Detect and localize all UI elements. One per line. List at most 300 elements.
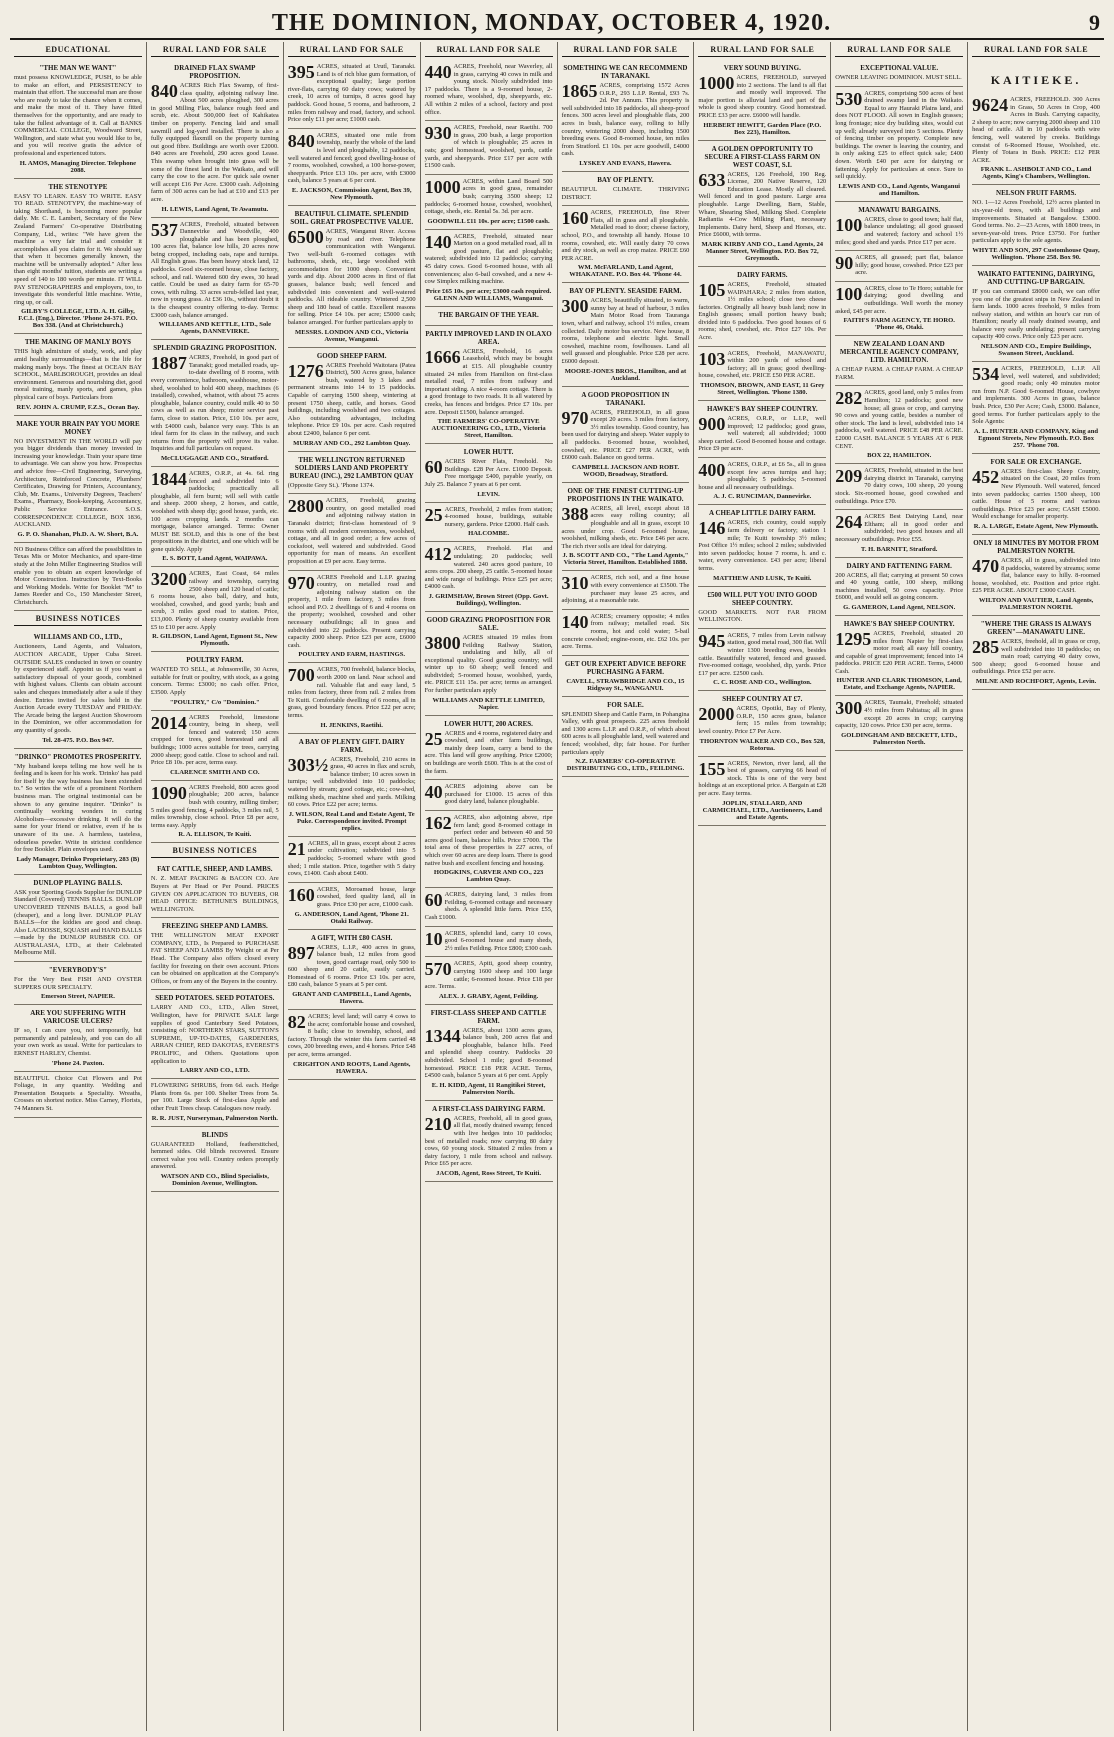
ad-signature: J. WILSON, Real Land and Estate Agent, Te Puke. Correspondence invited. Prompt replies.	[288, 810, 415, 832]
ad-body: 3800 ACRES situated 19 miles from Feilding Railway Station, undulating and hilly, all of exceptional quality. Good grazing country; will winter up to 60 sheep; well fenced and subdivided; 5-roomed house, woolshed, yards, etc. PRICE £11 15s. per acre; terms as arranged. For further particulars apply	[424, 632, 553, 695]
acreage-figure: 146	[698, 518, 726, 539]
classified-ad	[288, 494, 416, 570]
ad-body: For the Very Best FISH AND OYSTER SUPPERS OUR SPECIALTY.	[14, 976, 142, 991]
acreage-figure: 2014	[150, 712, 187, 733]
ad-heading: BLINDS	[201, 1130, 228, 1139]
ad-body: BEAUTIFUL CLIMATE. THRIVING DISTRICT.	[561, 185, 690, 201]
classified-ad	[425, 716, 553, 781]
classified-ad	[14, 749, 142, 875]
classified-ad	[425, 1005, 553, 1101]
acreage-figure: 1666	[424, 346, 461, 367]
classified-ad	[425, 811, 553, 888]
ad-body: 303½ ACRES, Freehold, 210 acres in grass, 40 acres in flax and scrub, balance timber; 10 acres sown in turnips; well subdivided into 10 paddocks; watered by stream; good cottage, etc.; cow-shed, milking sheds, machine shed and yards. Milking 60 cows. Price £22 per acre; terms.	[287, 754, 416, 809]
classified-ad	[288, 1010, 416, 1080]
acreage-figure: 412	[424, 544, 452, 565]
ad-heading: HAWKE'S BAY SHEEP COUNTRY.	[707, 405, 818, 414]
classified-ad	[14, 334, 142, 415]
ad-body: 160 ACRES, FREEHOLD, fine River Flats, all in grass and all ploughable. Metalled road to door; cheese factory, school, P.O., and township all handy. House 10 rooms, cowshed, etc. Will easily dairy 70 cows and dry stock, as well as crop maize. PRICE £60 PER ACRE.	[561, 208, 690, 262]
acreage-figure: 210	[424, 1113, 452, 1134]
ad-body: 1344 ACRES, about 1300 acres grass, balance bush, 200 acres flat and ploughable, balance hills. Feed and splendid sheep country. Paddocks 20 subdivided. School 1 mile; good 8-roomed homestead. PRICE £18 PER ACRE. Terms, £4500 cash, balance 5 years at 6 per cent. Apply	[424, 1025, 553, 1080]
classified-ad	[835, 336, 963, 386]
ad-body: 530 ACRES, comprising 500 acres of best drained swamp land in the Waikato. Equal to any Hauraki Plains land, and does NOT FLOOD. All sown in English grasses; long frontage; nice dry building sites, would cut up well; already surveyed into 5 sections. Plenty of fencing timber on property. Complete new buildings. The owner is leaving the country, and is only asking £25 to effect quick sale; £400 down. Worth £40 per acre for dairying or fattening. Apply for particulars at once. Sure to sell quickly.	[835, 88, 964, 181]
ad-body: 60 ACRES River Flats, Freehold. No Buildings. £28 Per Acre. £1000 Deposit. Free mortgage £400, payable yearly, on July 25. Balance 7 years at 6 per cent.	[424, 457, 553, 488]
classified-ad	[562, 60, 690, 172]
classified-ad	[425, 307, 553, 326]
ad-body: WANTED TO SELL, at Johnsonville, 30 Acres, suitable for fruit or poultry, with stock, as a going concern. Terms: £3000; no cash offer. Price, £3500. Apply	[150, 666, 279, 696]
acreage-figure: 140	[424, 231, 452, 252]
ad-heading: GOOD GRAZING PROPOSITION FOR SALE.	[426, 615, 551, 632]
ad-body: 1000 ACRES, FREEHOLD, surveyed into 2 sections. The land is all flat and mostly well improved. The major portion is alluvial land and part of the whole is good sheep country. Good homestead. PRICE £33 per acre. £6000 will handle.	[698, 73, 827, 119]
ad-body: 2800 ACRES, Freehold, grazing country, on good metalled road and adjoining railway station in Taranaki district; first-class homestead of 9 rooms with all modern conveniences, woolshed, cottage, and all in good order; a few acres of cocksfoot, well watered and subdivided. Good opportunity for man of means. An excellent proposition at £9 per acre. Easy terms.	[287, 496, 416, 565]
acreage-figure: 90	[835, 253, 854, 274]
ad-heading: DUNLOP PLAYING BALLS.	[33, 878, 123, 887]
classified-ad	[972, 616, 1100, 690]
ad-body: 1887 ACRES, Freehold, in good part of Taranaki; good metalled roads, up-to-date dwelling of 8 rooms, with every convenience, bathroom, washhouse, motor-shed, woolshed to hold 400 sheep, machines (6 installed), cowshed, whatnot, with about 75 acres ploughable, balance country, could milk 40 to 50 cows as well as run sheep; motor service past farm, close to station. Price, £10 10s. per acre, with £4000 cash, balance very easy. This is an ideal farm for its class in the railway, and such returns from the property will prove its value. Inquiries and full particulars on request.	[150, 353, 279, 453]
ad-signature: H. AMOS, Managing Director. Telephone 2088.	[19, 159, 137, 174]
classified-ad	[562, 172, 690, 206]
ad-body: THIS high admixture of study, work, and play amid healthy surroundings—that is the life for making manly boys. The finest at OCEAN BAY SCHOOL, MARLBOROUGH, provides an ideal environment. Generous and nourishing diet, good moral training, manly sports, and games, plus physical care of boys. Particulars from	[14, 348, 142, 401]
acreage-figure: 282	[835, 388, 863, 409]
acreage-figure: 60	[424, 890, 443, 911]
ad-body: 25 ACRES, Freehold, 2 miles from station; 4-roomed house, buildings, suitable nursery, gardens. Price £2000. Half cash.	[424, 504, 553, 528]
ad-body: BEAUTIFUL Choice Cut Flowers and Pot Foliage, in any quantity. Wedding and Presentation Bouquets a Speciality. Wreaths, Crosses on shortest notice. Miss Carney, Florists, 74 Manners St.	[14, 1074, 142, 1112]
column-heading: RURAL LAND FOR SALE	[151, 42, 279, 57]
ad-body: GUARANTEED Holland, featherstitched, hemmed sides. Old blinds recovered. Ensure correct value you will. Country orders promptly answered.	[150, 1140, 279, 1171]
newspaper-column	[831, 42, 968, 1731]
ad-signature: MATTHEW AND LUSK, Te Kuiti.	[713, 574, 812, 582]
classified-ad	[425, 230, 553, 307]
classified-ad	[425, 503, 553, 543]
classified-ad	[151, 652, 279, 710]
classified-ad	[151, 467, 279, 568]
ad-heading: A GOLDEN OPPORTUNITY TO SECURE A FIRST-CLASS FARM ON WEST COAST, S.I.	[704, 144, 821, 169]
ad-body: 103 ACRES, Freehold, MANAWATU, within 200 yards of school and factory; all in grass; good dwelling-house, cowshed, etc. PRICE £50 PER ACRE.	[698, 348, 827, 380]
ad-signature: 'Phone 24. Paxton.	[51, 1059, 105, 1067]
ad-feature-title: KAITIEKE.	[990, 73, 1082, 87]
ad-signature: CLARENCE SMITH AND CO.	[170, 768, 260, 776]
ad-body: NO INVESTMENT IN THE WORLD will pay you bigger dividends than money invested in increasing your knowledge. Train your spare time to advantage. We can show you how. Prospectus and advice free—Civil Engineering, Surveying, Architecture, Reinforced Concrete, Plumbers' Certificates, Drawing for Printers, Accountancy, Club, Mr. Exams., University Degrees, Teachers' Exams., Pharmacy, Book-keeping, Accountancy, Public Service Entrance. S.O.S. CORRESPONDENCE COLLEGE, BOX 1836, AUCKLAND.	[14, 437, 142, 529]
ad-heading: THE WELLINGTON RETURNED SOLDIERS LAND AND PROPERTY BUREAU (INC.), 292 LAMBTON QUAY	[289, 455, 414, 480]
ad-body: 1000 ACRES, within Land Board 500 acres in good grass, remainder bush; carrying 3500 sheep; 12 paddocks; 6-roomed house, cowshed, woolshed, cottage, sheds, etc. Rental 5s. 3d. per acre.	[424, 176, 553, 216]
ad-body: 633 ACRES, 126 Freehold, 190 Reg. License, 200 Native Reserve, 120 Education Lease. Mostly all cleared. Well fenced and in good pasture. Large area ploughable. Large Dwelling, Barn, Stable, Whare, Shearing Shed, Milking Shed. Complete Radiantia 4-Cow Milking Plant, necessary Implements. Dairy herd, Sheep and Horses, etc. Price £6000, with terms.	[698, 169, 827, 239]
newspaper-column	[968, 42, 1104, 1731]
acreage-figure: 700	[287, 665, 315, 686]
acreage-figure: 10	[424, 928, 443, 949]
ad-signature: WATSON AND CO., Blind Specialists, Dominion Avenue, Wellington.	[160, 1172, 269, 1187]
ad-body: 1090 ACRES Freehold, 800 acres good ploughable; 200 acres, balance bush with country, milling timber; 5 miles good fencing, 4 paddocks, 3 miles rail, 5 miles township, close school. Price £8 per acre, terms easy. Apply	[150, 782, 279, 829]
ad-heading: "WHERE THE GRASS IS ALWAYS GREEN"—MANAWATU LINE.	[980, 619, 1092, 636]
ad-signature: NELSON AND CO., Empire Buildings, Swanson Street, Auckland.	[980, 343, 1092, 358]
ad-body: 100 ACRES, close to good town; half flat, balance undulating; all good grassed and watered; factory and school 1½ miles; good shed and yards. Price £17 per acre.	[835, 214, 964, 246]
classified-ad	[972, 362, 1100, 454]
ad-body: IF so, I can cure you, not temporarily, but permanently and painlessly, and you can do all your own work as usual. Write for particulars to ERNEST HARLEY, Chemist.	[14, 1027, 142, 1058]
ad-signature: E. JACKSON, Commission Agent, Box 39, New Plymouth.	[291, 186, 412, 201]
ad-body: 1844 ACRES, O.R.P., at 4s. 6d. ring fenced and subdivided into 6 paddocks; practically all ploughable, all fern burnt; will sell with cattle and sheep. 2000 sheep, 2 horses, and cattle, woolshed with sheep dip; good house, yards, etc. 100 acres cropping lands. 2 months can mortgage, balance arranged. Terms: Owner MUST BE SOLD, and this is one of the best propositions in the district, and one which will be gone quickly. Apply	[150, 468, 279, 553]
classified-ad	[425, 888, 553, 926]
ad-signature: R. R. JUST, Nurseryman, Palmerston North.	[151, 1114, 278, 1122]
newspaper-column	[147, 42, 284, 1731]
classified-ad	[151, 918, 279, 990]
classified-ad	[562, 610, 690, 656]
ad-body: 970 ACRES, FREEHOLD, in all grass except 20 acres. 3 miles from factory, 3½ miles township. Good country, has been used for dairying and sheep. Water supply to all paddocks. 8-roomed house, woolshed, cowshed, etc. PRICE £27 PER ACRE, with £6000 cash. Balance on good terms.	[561, 407, 690, 462]
ad-signature: GOLDINGHAM AND BECKETT, LTD., Palmerston North.	[841, 731, 958, 746]
column-subheading: BUSINESS NOTICES	[151, 843, 279, 858]
ad-signature: Tel. 28-475. P.O. Box 947.	[42, 736, 114, 744]
classified-ad	[835, 87, 963, 202]
ad-heading: DAIRY AND FATTENING FARM.	[846, 561, 952, 570]
acreage-figure: 300	[561, 296, 589, 317]
ad-heading: THE BARGAIN OF THE YEAR.	[438, 310, 539, 319]
ad-heading: THE STENOTYPE	[48, 182, 108, 191]
acreage-figure: 530	[835, 88, 863, 109]
acreage-figure: 2800	[287, 496, 324, 517]
acreage-figure: 21	[287, 838, 306, 859]
acreage-figure: 1344	[424, 1025, 461, 1046]
ad-body: 6500 ACRES, Wanganui River. Access by road and river. Telephone communication with Wanganui. Two well-built 6-roomed cottages with bathrooms, sheds, etc., large woolshed with accommodation for 1000 sheep. Convenient yards and dip. About 2000 acres in first of flat grasses, balance bush; well fenced and subdivided into convenient and well-watered paddocks. All rideable country. Wintered 2,500 sheep and 180 head of cattle. Excellent reasons for selling. Price £4 10s. per acre; £5000 cash; balance arranged. For further particulars apply to	[287, 226, 416, 327]
ad-body: 970 ACRES Freehold and L.I.P. grazing country, on metalled road and adjoining railway station on the property, 1 mile from factory, 3 miles from school and P.O. 2 dwellings of 6 and 4 rooms on the property; woolshed, cowshed and other necessary outbuildings; all in grass and subdivided into 22 paddocks. Present carrying capacity 2000 sheep. Price £23 per acre, £6000 cash.	[287, 572, 416, 649]
ad-heading: SPLENDID GRAZING PROPOSITION.	[153, 344, 277, 353]
classified-ad	[151, 990, 279, 1079]
classified-ad	[14, 60, 142, 179]
acreage-figure: 470	[972, 555, 1000, 576]
ad-heading: FOR SALE OR EXCHANGE.	[990, 457, 1082, 466]
ad-body: 388 ACRES, all level, except about 18 acres easy rolling country; all ploughable and all in grass, except 10 acres under crop. Good 6-roomed house, woolshed, milking sheds, etc. Price £46 per acre. The rich river soils are ideal for dairying.	[561, 503, 690, 550]
ad-heading: BAY OF PLENTY. SEASIDE FARM.	[569, 287, 682, 296]
acreage-figure: 40	[424, 782, 443, 803]
ad-heading: FOR SALE.	[607, 700, 644, 709]
acreage-figure: 900	[698, 414, 726, 435]
classified-ad	[698, 505, 826, 586]
ad-body: 10 ACRES, splendid land, carry 10 cows, good 6-roomed house and many sheds, 2½ miles Feilding. Price £800; £300 cash.	[424, 928, 553, 952]
ad-heading: ARE YOU SUFFERING WITH VARICOSE ULCERS?	[30, 1009, 126, 1026]
ad-heading: GET OUR EXPERT ADVICE BEFORE PURCHASING A FARM.	[564, 659, 687, 676]
ad-body: A CHEAP FARM. A CHEAP FARM. A CHEAP FARM.	[835, 366, 964, 381]
ad-signature: MILNE AND ROCHFORT, Agents, Levin.	[975, 677, 1097, 685]
ad-signature: H. JENKINS, Raetihi.	[320, 721, 383, 729]
acreage-figure: 400	[698, 460, 726, 480]
ad-heading: THE MAKING OF MANLY BOYS	[24, 338, 132, 347]
classified-ad	[14, 962, 142, 1005]
ad-body: 210 ACRES, Freehold, all in good grass, all flat, mostly drained swamp; fenced with live hedges into 10 paddocks; best of metalled roads; now carrying 80 dairy cows, 60 young stock. Situated 2 miles from a dairy factory, 1 mile from school and railway. Price £65 per acre.	[424, 1113, 553, 1168]
classified-ad	[288, 663, 416, 733]
acreage-figure: 570	[424, 959, 452, 980]
ad-heading: WAIKATO FATTENING, DAIRYING, AND CUTTING-UP BARGAIN.	[977, 269, 1095, 286]
ad-signature: Emerson Street, NAPIER.	[41, 993, 115, 1001]
ad-signature: G. ANDERSON, Land Agent, 'Phone 21. Otaki Railway.	[294, 910, 409, 925]
classified-ad	[425, 60, 553, 121]
acreage-figure: 537	[150, 219, 178, 240]
ad-signature: GOODWILL £11 10s. per acre; £1500 cash.	[427, 217, 550, 225]
ad-signature: A. L. HUNTER AND COMPANY, King and Egmont Streets, New Plymouth. P.O. Box 257. 'Phone 708.	[974, 427, 1099, 449]
ad-heading: "EVERYBODY'S"	[48, 966, 107, 975]
ad-signature: JACOB, Agent, Ross Street, Te Kuiti.	[436, 1170, 541, 1177]
ad-signature: Lady Manager, Drinko Proprietary, 283 (B) Lambton Quay, Wellington.	[16, 855, 140, 870]
ad-body: 146 ACRES, rich country, could supply farm delivery or factory; station 1 mile; Te Kuiti township 3½ miles; Post Office 1½ miles; school 2 miles; subdivided into seven paddocks; house 7 rooms, h. and c. water, every convenience. £43 per acre; liberal terms.	[698, 518, 827, 572]
classified-ad	[151, 781, 279, 844]
ad-body: 82 ACRES; level land; will carry 4 cows to the acre; comfortable house and cowshed, 8 bails; close to township, school, and factory. Through the winter this farm carried 48 cows, 200 breeding ewes, and 4 horses. Price £48 per acre, terms arranged.	[287, 1012, 416, 1059]
ad-heading: ONE OF THE FINEST CUTTING-UP PROPOSITIONS IN THE WAIKATO.	[567, 486, 684, 503]
acreage-figure: 440	[424, 62, 452, 82]
ad-signature: FAITH'S FARM AGENCY, TE HORO. 'Phone 46, Otaki.	[843, 317, 955, 332]
acreage-figure: 300	[835, 698, 863, 719]
classified-ad	[698, 629, 826, 692]
newspaper-column	[10, 42, 147, 1731]
ad-signature: LEVIN.	[477, 490, 500, 498]
acreage-figure: 25	[424, 504, 443, 525]
classified-ad	[151, 340, 279, 467]
acreage-figure: 100	[835, 214, 863, 235]
classified-ad	[14, 1005, 142, 1071]
classified-ad	[425, 612, 553, 716]
column-heading: RURAL LAND FOR SALE	[835, 42, 963, 57]
ad-signature: HODGKINS, CARVER AND CO., 223 Lambton Quay.	[433, 869, 544, 884]
ad-signature: LEWIS AND CO., Land Agents, Wanganui and Hamilton.	[838, 182, 960, 197]
ad-body: 452 ACRES first-class Sheep Country, situated on the Coast, 20 miles from New Plymouth. Well watered, fenced into seven paddocks; carries 1500 sheep, 100 cattle. House of 5 rooms and various outbuildings. Price £23 per acre; CASH £5000. Would exchange for smaller property.	[972, 466, 1100, 521]
classified-ad	[151, 218, 279, 341]
column-heading: RURAL LAND FOR SALE	[972, 42, 1100, 57]
ad-signature: ALEX. J. GRABY, Agent, Feilding.	[438, 992, 539, 1000]
ad-signature: R. A. LARGE, Estate Agent, New Plymouth.	[973, 522, 1099, 530]
acreage-figure: 162	[424, 813, 452, 833]
ad-body: 1666 ACRES, Freehold, 16 acres Leasehold, which may be bought at £15. All ploughable country situated 24 miles from Hamilton on first-class metalled road, 7 miles from railway and important siding. A nice 4-room cottage. There is a good frontage to two roads. It is all watered by creeks, has fences and bridges. Price £7 10s. per acre. Deposit £1500, balance arranged.	[424, 346, 553, 416]
classified-ad	[151, 711, 279, 781]
classified-ad	[698, 458, 826, 505]
newspaper-title: THE DOMINION, MONDAY, OCTOBER 4, 1920.	[271, 9, 832, 36]
acreage-figure: 103	[698, 348, 726, 369]
classified-ad	[698, 141, 826, 267]
ad-signature: MURRAY AND CO., 292 Lambton Quay.	[293, 439, 411, 447]
ad-signature: LYSKEY AND EVANS, Hawera.	[579, 159, 672, 167]
classified-ad	[835, 558, 963, 616]
acreage-figure: 945	[698, 630, 726, 651]
ad-signature: N.Z. FARMERS' CO-OPERATIVE DISTRIBUTING CO., LTD., FEILDING.	[566, 758, 685, 773]
ad-body: IF you can command £8000 cash, we can offer you one of the greatest snips in New Zealand in farm lands. 1000 acres freehold, 9 miles from railway station, and within an hour's car run of Hamilton; nearly all ready drained swamp, and balance very easily undulating; present carrying capacity 400 cows. Price only £23 per acre.	[972, 287, 1100, 341]
ad-body: 1276 ACRES Freehold Waitotara (Patea District), 500 Acres grass, balance bush, watered by 3 lakes and permanent streams into 14 to 15 paddocks. Capable of carrying 1500 sheep, wintering at present 1750 sheep, cattle, and horses. Good buildings, including woolshed and two cottages. Also outstanding advantages, including telephone. Price £9 10s. per acre. Cash required about £2400, balance 6 per cent.	[287, 360, 416, 437]
acreage-figure: 970	[287, 572, 315, 593]
ad-body: 395 ACRES, situated at Urutî, Taranaki. Land is of rich blue gum formation, of exceptional quality; large portion river-flats, carrying 60 dairy cows; watered by creek, 10 acres of turnips, 8 acres good hay paddock. Good house, 5 rooms, and bathroom, 2 miles from railway and road, factory, and school. Price only £11 per acre; £1000 cash.	[287, 62, 416, 124]
acreage-figure: 6500	[287, 226, 324, 247]
classified-ad	[425, 780, 553, 811]
classified-ad	[698, 401, 826, 458]
ad-signature: HERBERT HEWITT, Garden Place (P.O. Box 223), Hamilton.	[703, 121, 822, 136]
ad-body: 300 ACRES, beautifully situated, to warm, sunny bay at head of harbour, 3 miles Main Motor Road from Tauranga town, wharf and railway, school 1½ miles, cream collected. Daily motor bus service. New house, 8 rooms, telephone and electric light. Small cowshed, machine room, fowlhouses. Land all well grassed and ploughable. Price £28 per acre. £6000 deposit.	[561, 296, 690, 366]
acreage-figure: 160	[561, 208, 589, 229]
masthead	[10, 8, 1104, 40]
ad-heading: FIRST-CLASS SHEEP AND CATTLE FARM.	[430, 1008, 547, 1025]
classified-ad	[151, 60, 279, 218]
classified-ad	[151, 861, 279, 918]
classified-ad	[288, 571, 416, 664]
classified-ad	[972, 60, 1100, 185]
ad-signature: WILLIAMS AND KETTLE LIMITED, Napier.	[432, 696, 545, 711]
classified-ad	[14, 1072, 142, 1118]
ad-body: LARRY AND CO., LTD., Allen Street, Wellington, have for PRIVATE SALE large supplies of good Canterbury Seed Potatoes, consisting of: NORTHERN STARS, SUTTON'S SUPREME, UP-TO-DATES, GARDENERS, ARRAN CHIEF, RED DAKOTAS, EVEREST'S PROLIFIC, and Others. Quotations upon application to	[150, 1004, 279, 1065]
column-heading: RURAL LAND FOR SALE	[562, 42, 690, 57]
classified-ad	[972, 185, 1100, 266]
acreage-figure: 930	[424, 123, 452, 144]
ad-body: 2014 ACRES Freehold, limestone country, being in sheep, well fenced and watered; 150 acres cropped for trees, good homestead and all buildings; 1000 acres suitable for trees, carrying 2000 sheep; good cattle. Close to school and rail. Price £8 10s. per acre, terms easy.	[150, 712, 279, 767]
ad-heading: NELSON FRUIT FARMS.	[996, 189, 1077, 198]
ad-signature: R. A. ELLISON, Te Kuiti.	[178, 831, 252, 839]
classified-ad	[288, 206, 416, 348]
classified-ad	[972, 266, 1100, 362]
ad-heading: £500 WILL PUT YOU INTO GOOD SHEEP COUNTRY.	[707, 590, 818, 607]
ad-signature: CAVELL, STRAWBRIDGE AND CO., 15 Ridgway St., WANGANUI.	[566, 677, 685, 692]
classified-ad	[562, 283, 690, 386]
acreage-figure: 264	[835, 512, 863, 533]
classified-ad	[562, 656, 690, 697]
ad-heading: MANAWATU BARGAINS.	[858, 205, 941, 214]
ad-body: 9624 ACRES, FREEHOLD. 300 Acres in Grass, 50 Acres in Crop, 400 Acres in Bush. Carrying capacity, 2 sheep to acre; now carrying 2000 sheep and 110 head of cattle. All in 10 paddocks with wire fencing, well watered by creeks. Buildings consist of 6-Roomed House, Woolshed, etc. Plenty of Totara in Bush. PRICE: £12 PER ACRE.	[972, 95, 1100, 164]
ad-signature: HUNTER AND CLARK THOMSON, Land, Estate, and Exchange Agents, NAPIER.	[836, 677, 962, 692]
ad-heading: DAIRY FARMS.	[737, 270, 788, 279]
acreage-figure: 1090	[150, 782, 187, 803]
ad-body: 945 ACRES, 7 miles from Levin railway station, good metal road, 300 flat. Will winter 1300 breeding ewes, besides cattle. Beautifully watered, fenced and grassed. Five-roomed cottage, woolshed, dip, yards. Price £17 per acre. £2500 cash.	[698, 630, 827, 677]
classified-ad	[835, 202, 963, 251]
ad-body: 140 ACRES; creamery opposite; 4 miles from railway; metalled road. Six rooms, hot and cold water; 5-bail concrete cowshed; engine-room, etc. £62 10s. per acre. Terms.	[561, 611, 690, 651]
ad-heading: EXCEPTIONAL VALUE.	[860, 64, 939, 72]
ad-signature: H. LEWIS, Land Agent, Te Awamutu.	[161, 205, 269, 213]
ad-body: 930 ACRES, Freehold, near Raetihi. 700 in grass, 200 bush, a large proportion of which is ploughable; 25 acres in oats; good homestead, woolshed, yards, cattle yards, and sheepyards. Price £17 per acre with £1500 cash.	[424, 123, 553, 170]
ad-body: ASK your Sporting Goods Supplier for DUNLOP Standard (Covered) TENNIS BALLS. DUNLOP UNCOVERED TENNIS BALLS, a good ball (cheaper), and a long liver. DUNLOP PLAY BALLS—for the kiddies are good and cheap. Also LACROSSE, SQUASH and HAND BALLS—made by the DUNLOP RUBBER CO. OF AUSTRALASIA, LTD., at their Celebrated Melbourne Mill.	[14, 888, 142, 957]
classified-ad	[698, 60, 826, 141]
column-heading: RURAL LAND FOR SALE	[698, 42, 826, 57]
ad-signature: C. C. ROSE AND CO., Wellington.	[713, 679, 812, 687]
acreage-figure: 285	[972, 636, 1000, 657]
ad-heading: "THE MAN WE WANT"	[39, 64, 117, 72]
ad-body: 100 ACRES, close to Te Horo; suitable for dairying; good dwelling and outbuildings. Well worth the money asked, £45 per acre.	[835, 283, 964, 315]
ad-body: 2000 ACRES, Opotiki, Bay of Plenty, O.R.P., 150 acres grass, balance fern; 15 miles from township; level country. Price £7 Per Acre.	[698, 704, 827, 736]
acreage-figure: 970	[561, 407, 589, 428]
ad-heading: PARTLY IMPROVED LAND IN OLAXO AREA.	[425, 329, 552, 346]
classified-ad	[288, 60, 416, 129]
acreage-figure: 1865	[561, 81, 598, 101]
ad-body: N. Z. MEAT PACKING & BACON CO. Are Buyers at Per Head or Per Pound. PRICES GIVEN ON APPLICATION TO BUYERS, OR HEAD OFFICE: BETHUNE'S BUILDINGS, WELLINGTON.	[150, 875, 279, 913]
classified-ad	[425, 444, 553, 502]
column-heading: EDUCATIONAL	[14, 42, 142, 57]
newspaper-column	[284, 42, 421, 1731]
classified-ad	[698, 691, 826, 756]
ad-signature: POULTRY AND FARM, HASTINGS.	[298, 651, 406, 659]
column-heading: RURAL LAND FOR SALE	[288, 42, 416, 57]
classified-ad	[835, 60, 963, 87]
column-container	[10, 42, 1104, 1731]
acreage-figure: 633	[698, 169, 726, 190]
ad-signature: BOX 22, HAMILTON.	[867, 452, 932, 460]
ad-heading: GOOD SHEEP FARM.	[316, 351, 387, 360]
page-marker	[10, 14, 14, 32]
ad-body: 155 ACRES, Newton, river land, all the best of grasses, carrying 66 head of stock. This is one of the very best holdings at an exceptional price. A Bargain at £28 per acre. Easy terms.	[698, 758, 827, 798]
ad-body: 300 ACRES, Taumaki, Freehold; situated 4½ miles from Pahiatua; all in grass except 20 acres in crop; carrying capacity, 120 cows. Price £30 per acre, terms.	[835, 698, 964, 730]
ad-signature: WILLIAMS AND KETTLE, LTD., Sole Agents, DANNEVIRKE.	[158, 321, 272, 336]
page-number: 9	[1089, 10, 1100, 35]
acreage-figure: 3800	[424, 632, 461, 653]
column-heading: RURAL LAND FOR SALE	[425, 42, 553, 57]
ad-body: NO. 1—12 Acres Freehold, 12½ acres planted in six-year-old trees, with all buildings and improvements. Situated at Bangalow. £3000. Good terms. No. 2—23 Acres, with 1800 trees, in seven-year-old trees. Price £3750. For further particulars apply to the sole agents.	[972, 199, 1100, 245]
classified-ad	[151, 567, 279, 652]
acreage-figure: 209	[835, 466, 863, 487]
ad-body: 90 ACRES, all grassed; part flat, balance hilly; good house, cowshed. Price £23 per acre.	[835, 253, 964, 277]
ad-signature: T. H. BARNITT, Stratford.	[860, 545, 938, 553]
ad-body: 440 ACRES, Freehold, near Waverley, all in grass, carrying 40 cows in milk and young stock. Nicely subdivided into 17 paddocks. There is a 9-roomed house, 2-roomed whare, woolshed, dip, sheepyards, etc. All within 2 miles of a school, factory and post office.	[424, 62, 553, 116]
ad-signature: A. J. C. RUNCIMAN, Dannevirke.	[713, 493, 812, 501]
ad-body: 162 ACRES, also adjoining above, ripe fern land; good 8-roomed cottage in perfect order and between 40 and 50 acres good loam, balance hills. Price £7000. The total area of these properties is 227 acres, of which over 60 acres are deep loam. There is good native bush and excellent fencing and housing.	[424, 813, 553, 867]
ad-body: 60 ACRES, dairying land, 3 miles from Feilding, 6-roomed cottage and necessary sheds. A splendid little farm. Price £55, Cash £1000.	[424, 890, 553, 921]
newspaper-column	[558, 42, 695, 1731]
ad-signature: FRANK L. ASHBOLT AND CO., Land Agents, King's Chambers, Wellington.	[980, 166, 1092, 181]
acreage-figure: 388	[561, 503, 589, 524]
ad-signature: THORNTON WALKER AND CO., Box 528, Rotorua.	[699, 737, 826, 752]
ad-body: (Opposite Grey St.). 'Phone 1374.	[287, 481, 375, 489]
classified-ad	[288, 734, 416, 837]
acreage-figure: 1000	[424, 176, 461, 197]
ad-heading: A GIFT, WITH £80 CASH.	[310, 933, 393, 942]
acreage-figure: 310	[561, 573, 589, 594]
classified-ad	[835, 251, 963, 282]
ad-body: 3200 ACRES, East Coast, 64 miles railway and township, carrying 2500 sheep and 120 head of cattle; 6 rooms house, also ball, dairy, and huts, woolshed, cowshed, and good yards; bush and scrub, 3 miles good road to station. Price, £13,000. Plenty of sheep country available from £5 to £10 per acre. Apply	[150, 569, 279, 631]
classified-ad	[835, 696, 963, 750]
classified-ad	[835, 282, 963, 336]
ad-heading: POULTRY FARM.	[186, 656, 244, 665]
ad-body: 285 ACRES, freehold, all in grass or crop, well subdivided into 18 paddocks; on main road; carrying 40 dairy cows, 500 sheep; good 6-roomed house and outbuildings. Price £52 per acre.	[972, 636, 1100, 676]
ad-heading: MAKE YOUR BRAIN PAY YOU MORE MONEY	[16, 419, 140, 436]
classified-ad	[562, 697, 690, 778]
ad-signature: "POULTRY," C/o "Dominion."	[169, 698, 260, 706]
ad-signature: WILTON AND VAUTIER, Land Agents, PALMERSTON NORTH.	[978, 596, 1094, 611]
ad-body: 310 ACRES, rich soil, and a fine house with every convenience at £3500. The purchaser may lease 25 acres, and adjoining, at a reasonable rate.	[561, 573, 690, 605]
classified-ad	[288, 883, 416, 930]
ad-signature: THOMSON, BROWN, AND EAST, 11 Grey Street, Wellington. 'Phone 1380.	[700, 382, 825, 397]
ad-signature: REV. JOHN A. CRUMP, F.Z.S., Ocean Bay.	[16, 403, 140, 411]
classified-ad	[14, 416, 142, 543]
acreage-figure: 155	[698, 758, 726, 779]
classified-ad	[835, 464, 963, 510]
ad-body: 200 ACRES, all flat; carrying at present 50 cows and 40 young cattle, 100 sheep, milking machines installed, 50 cows capacity. Price £6000, and would sell as going concern.	[835, 571, 964, 602]
ad-heading: SHEEP COUNTRY AT £7.	[722, 695, 803, 704]
ad-body: 570 ACRES, Apiti, good sheep country, carrying 1600 sheep and 100 large cattle; 6-roomed house. Price £18 per acre. Terms.	[424, 959, 553, 991]
classified-ad	[14, 543, 142, 612]
ad-signature: HALCOMBE.	[468, 530, 509, 538]
ad-signature: MOORE-JONES BROS., Hamilton, and at Auckland.	[564, 367, 687, 382]
acreage-figure: 25	[424, 728, 443, 749]
ad-heading: SOMETHING WE CAN RECOMMEND IN TARANAKI.	[563, 64, 688, 80]
ad-body: 25 ACRES and 4 rooms, registered dairy and cowshed, and other farm buildings, mainly deep loam, carry a bend to the acre. This land will grow anything. Price £2000; on buildings are worth £600. This is at the cost of the farm.	[424, 728, 553, 775]
ad-body: 160 ACRES, Moroamed house, large cowshed, feed quality land, all in grass. Price £30 per acre, £1000 cash.	[287, 884, 416, 908]
ad-body: 700 ACRES, 700 freehold, balance blocks, worth 2000 on land. Near school and rail. Valuable flat and easy land, 5 miles from factory, three from rail. 2 miles from Te Kuiti. Comfortable dwelling of 6 rooms, all in grass, good boundary fences. Price £22 per acre; terms.	[287, 665, 416, 719]
acreage-figure: 82	[287, 1012, 306, 1033]
classified-ad	[425, 326, 553, 444]
ad-signature: MARK KIRBY AND CO., Land Agents, 24 Manner Street, Wellington. P.O. Box 72, Greymouth.	[701, 240, 824, 262]
ad-heading: DRAINED FLAX SWAMP PROPOSITION.	[174, 64, 256, 80]
ad-body: 264 ACRES Best Dairying Land, near Eltham; all in good order and subdivided; two good houses and all necessary outbuildings. Price £55.	[835, 512, 964, 543]
ad-signature: GRANT AND CAMPBELL, Land Agents, Hawera.	[292, 991, 412, 1006]
newspaper-column	[421, 42, 558, 1731]
ad-body: 140 ACRES, Freehold, situated near Marton on a good metalled road, all in good pasture, flat and ploughable; watered; subdivided into 12 paddocks; carrying 45 dairy cows. Good 6-roomed house, with all conveniences; also 6-bail cowshed, and a new 4-cow Simplex milking machine.	[424, 231, 553, 286]
classified-ad	[698, 587, 826, 629]
ad-heading: BEAUTIFUL CLIMATE. SPLENDID SOIL. GREAT PROSPECTIVE VALUE.	[290, 209, 414, 226]
ad-body: 1865 ACRES, comprising 1572 Acres O.R.P., 293 L.I.P. Rental, £93 7s. 2d. Per Annum. This property is well subdivided into 18 paddocks, all sheep-proof fences. 300 acres level and ploughable flats, 200 acres in bush, balance easy, rolling to hilly country, wintering 2000 sheep, including 1500 breeding ewes. Good 8-roomed house, ten miles from Stratford. £1 10s. per acre goodwill, £4000 cash.	[561, 81, 690, 158]
acreage-figure: 9624	[972, 95, 1009, 115]
classified-ad	[14, 629, 142, 748]
ad-body: 537 ACRES, Freehold, situated between Dannevirke and Woodville, 400 ploughable and has been ploughed, 100 acres flat, balance low hills, 20 acres now being cropped, including oats, rape and turnips. All English grass. Has been heavy stock land, 12 paddocks. Good six-roomed house, close factory, school, and rail. Watered 600 dry ewes, 30 head cattle. Could be used as dairy farm for 65-70 cows, with ruling. 33 acres scrub-felled last year, now in young grass. At £36 10s., without doubt it is the cheapest country offering to-day. Terms: £3000 cash, balance arranged.	[150, 219, 279, 319]
ad-body: 534 ACRES, FREEHOLD, L.I.P. All level, well watered, and subdivided; good roads; only 40 minutes motor run from N.P. Good 6-roomed House, cowbyre and implements. 300 Acres in grass, balance bush. Price, £30 Per Acre; Cash, £3000. Balance, good terms. For further particulars apply to the Sole Agents:	[972, 364, 1100, 426]
ad-signature: E. H. KIDD, Agent, 11 Rangitikei Street, Palmerston North.	[431, 1081, 546, 1096]
classified-ad	[698, 347, 826, 401]
classified-ad	[288, 452, 416, 495]
ad-body: 840 ACRES Rich Flax Swamp, of first-class quality, adjoining railway line. About 500 acres ploughed, 300 acres in good Milling Flax, balance rough feed and scrub, etc. About 500,000 feet of Kahikatea timber on property. Fencing laid and small sawmill and log-yard installed. There is also a fully equipped flaxmill on the property turning out good fibre. Buildings are worth over £2000. 840 acres are Freehold, 290 acres good Lease. This swamp when brought into grass will be some of the finest land in the Waikato, and will carry the cow to the acre. For quick sale owner will accept £16 Per Acre. £3000 cash. Adjoining farm of 300 acres can be had at £10 and £13 per acre.	[150, 81, 279, 203]
classified-ad	[288, 930, 416, 1011]
ad-heading: A GOOD PROPOSITION IN TARANAKI.	[581, 390, 670, 407]
